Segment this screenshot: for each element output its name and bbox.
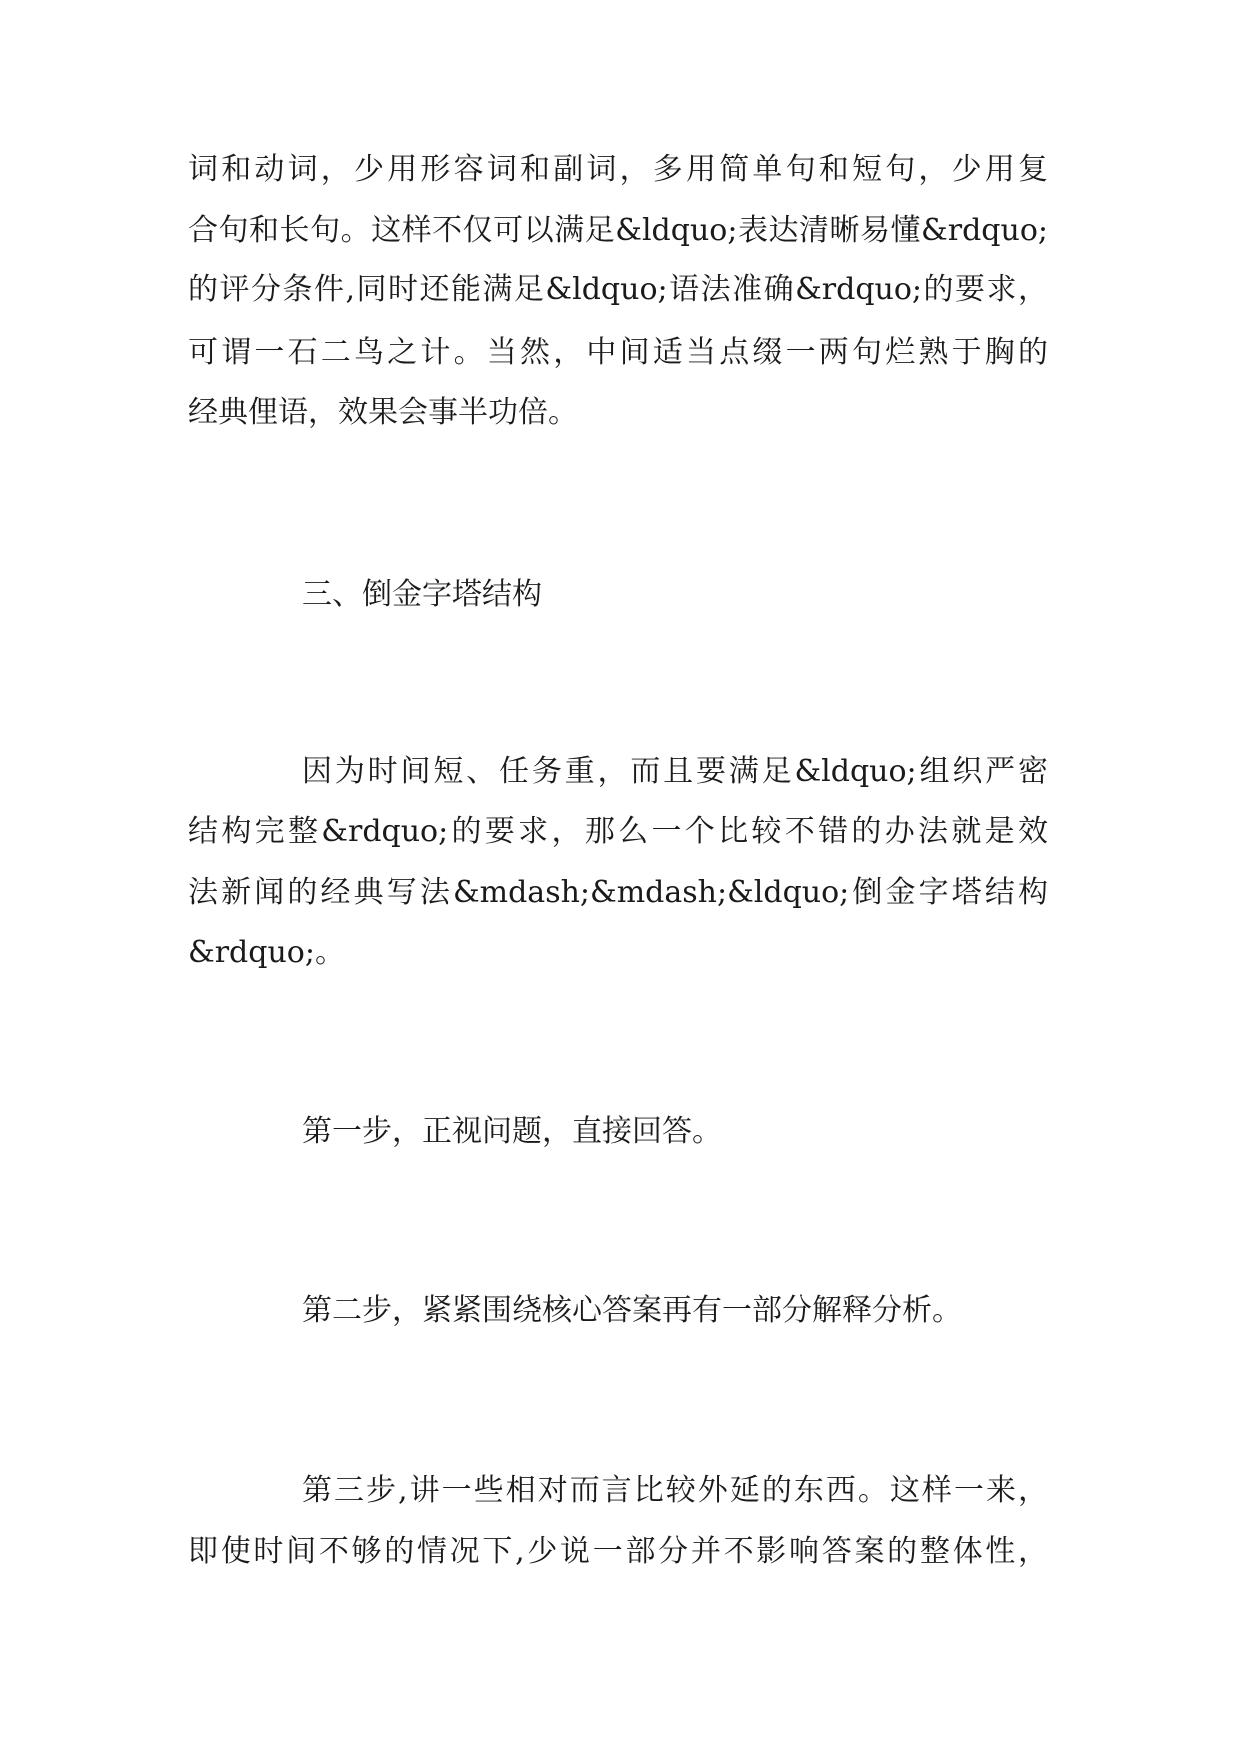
paragraph-1-line-3: 的评分条件,同时还能满足&ldquo;语法准确&rdquo;的要求， bbox=[188, 272, 1048, 307]
paragraph-2-line-1: 因为时间短、任务重，而且要满足&ldquo;组织严密 bbox=[302, 754, 1048, 789]
paragraph-1-line-1: 词和动词，少用形容词和副词，多用简单句和短句，少用复 bbox=[188, 152, 1048, 187]
step-3-line-2: 即使时间不够的情况下,少说一部分并不影响答案的整体性， bbox=[188, 1534, 1048, 1569]
paragraph-1-line-2: 合句和长句。这样不仅可以满足&ldquo;表达清晰易懂&rdquo; bbox=[188, 213, 1048, 248]
section-heading: 三、倒金字塔结构 bbox=[302, 577, 542, 612]
step-1-text: 第一步，正视问题，直接回答。 bbox=[302, 1114, 722, 1149]
paragraph-2-line-4: &rdquo;。 bbox=[188, 935, 345, 970]
step-3-line-1: 第三步,讲一些相对而言比较外延的东西。这样一来， bbox=[302, 1473, 1048, 1508]
step-2-text: 第二步，紧紧围绕核心答案再有一部分解释分析。 bbox=[302, 1293, 962, 1328]
paragraph-1-line-5: 经典俚语，效果会事半功倍。 bbox=[188, 395, 578, 430]
paragraph-1-line-4: 可谓一石二鸟之计。当然，中间适当点缀一两句烂熟于胸的 bbox=[188, 335, 1048, 370]
paragraph-2-line-2: 结构完整&rdquo;的要求，那么一个比较不错的办法就是效 bbox=[188, 814, 1048, 849]
paragraph-2-line-3: 法新闻的经典写法&mdash;&mdash;&ldquo;倒金字塔结构 bbox=[188, 875, 1048, 910]
